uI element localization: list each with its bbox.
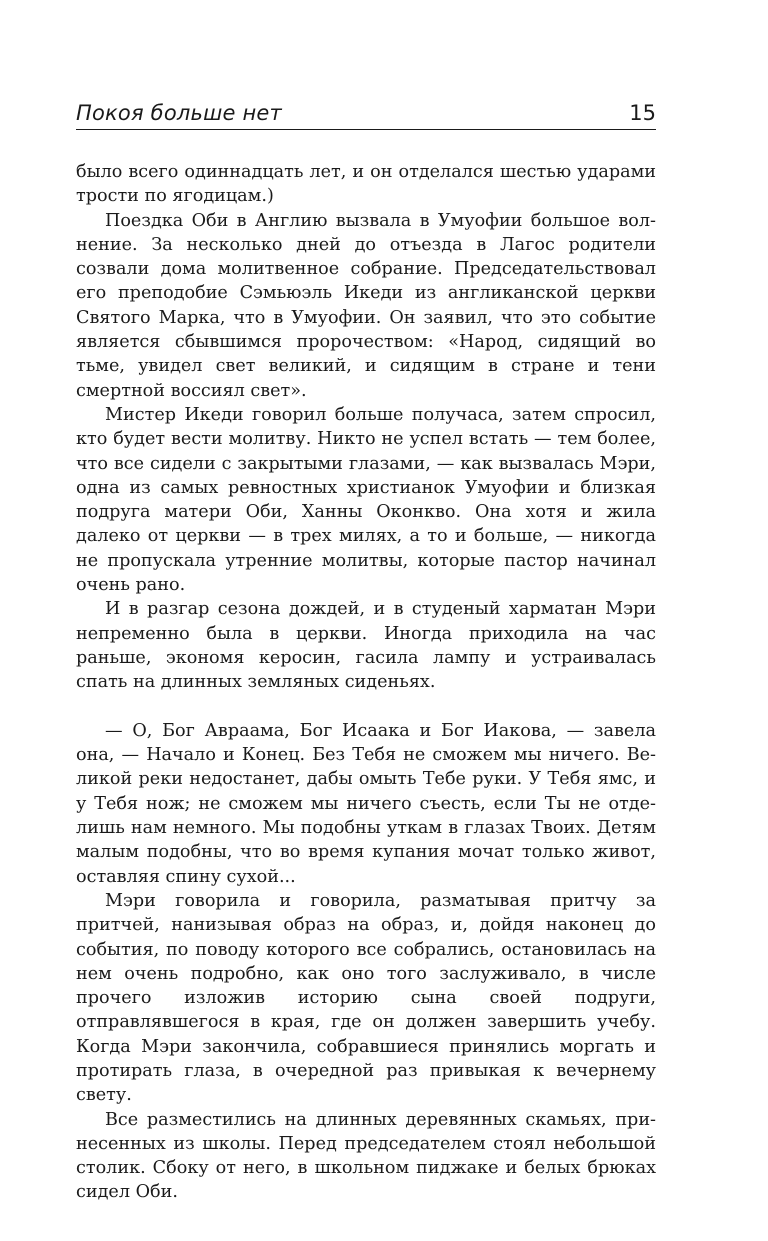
paragraph: И в разгар сезона дождей, и в студеный харматан Мэри непременно была в церкви. Иногда приходила на час раньше, экономя керосин, гасила лампу и устраивалась спать на длинных земляных сиденьях. xyxy=(76,599,656,693)
paragraph: — О, Бог Авраама, Бог Исаака и Бог Иакова, — завела она, — Начало и Конец. Без Тебя не сможем мы ничего. Великой реки недостанет, дабы омыть Тебе руки. У Тебя ямс, и у Тебя нож; не сможем мы ничего съесть, если Ты не отделишь нам немного. Мы подобны уткам в глазах Твоих. Детям малым подобны, что во время купания мочат только живот, оставляя спину сухой... xyxy=(76,720,656,887)
paragraph-continued: было всего одиннадцать лет, и он отделался шестью ударами трости по ягодицам.) xyxy=(76,162,656,207)
paragraph: Все разместились на длинных деревянных скамьях, принесенных из школы. Перед председателем стоял небольшой столик. Сбоку от него, в школьном пиджаке и белых брюках сидел Оби. xyxy=(76,1109,656,1203)
book-page xyxy=(76,95,656,1205)
page-number: 15 xyxy=(629,101,656,125)
running-header xyxy=(76,95,656,130)
paragraph: Мэри говорила и говорила, разматывая притчу за притчей, нанизывая образ на образ, и, дойдя наконец до события, по поводу которого все собрались, остановилась на нем очень подробно, как оно того заслуживало, в числе прочего изложив историю сына своей подруги, отправлявшегося в края, где он должен завершить учебу. Когда Мэри закончила, собравшиеся принялись моргать и протирать глаза, в очередной раз привыкая к вечернему свету. xyxy=(76,890,656,1106)
body-text xyxy=(76,160,656,1205)
running-title: Покоя больше нет xyxy=(76,101,282,125)
paragraph: Мистер Икеди говорил больше получаса, затем спросил, кто будет вести молитву. Никто не успел встать — тем более, что все сидели с закрытыми глазами, — как вызвалась Мэри, одна из самых ревностных христианок Умуофии и близкая подруга матери Оби, Ханны Оконкво. Она хотя и жила далеко от церкви — в трех милях, а то и больше, — никогда не пропускала утренние молитвы, которые пастор начинал очень рано. xyxy=(76,404,656,596)
paragraph: Поездка Оби в Англию вызвала в Умуофии большое волнение. За несколько дней до отъезда в Лагос родители созвали дома молитвенное собрание. Председательствовал его преподобие Сэмьюэль Икеди из англиканской церкви Святого Марка, что в Умуофии. Он заявил, что это событие является сбывшимся пророчеством: «Народ, сидящий во тьме, увидел свет великий, и сидящим в стране и тени смертной воссиял свет». xyxy=(76,210,656,401)
section-break xyxy=(76,695,656,719)
